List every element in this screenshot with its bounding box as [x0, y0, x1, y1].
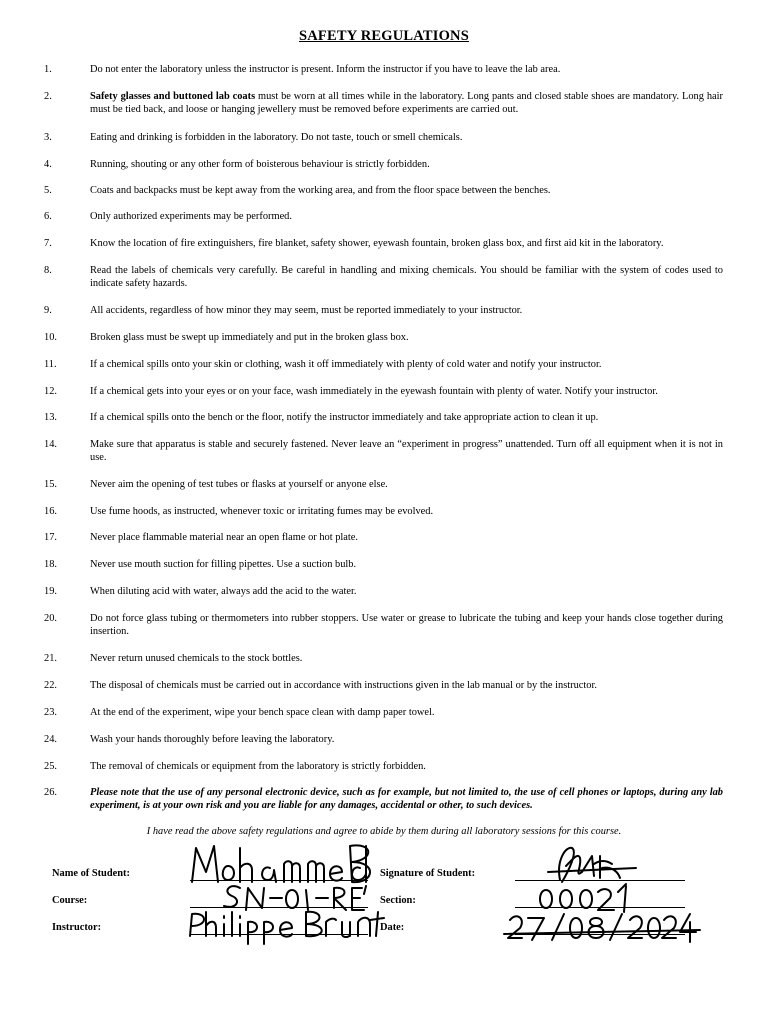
rule-text: If a chemical spills onto the bench or the floor, notify the instructor immediately and take appropriate action to clean it up.	[90, 412, 599, 423]
rule-text: If a chemical spills onto your skin or clothing, wash it off immediately with plenty of cold water and notify your instructor.	[90, 359, 602, 370]
handwritten-course	[224, 886, 366, 910]
rule-bold-text: Safety glasses and buttoned lab coats	[90, 91, 256, 102]
rule-text: Never use mouth suction for filling pipettes. Use a suction bulb.	[90, 559, 357, 570]
rule-text: Running, shouting or any other form of boisterous behaviour is strictly forbidden.	[90, 159, 430, 170]
rule-number: 23.	[44, 707, 57, 718]
rule-number: 19.	[44, 586, 57, 597]
rule-number: 9.	[44, 305, 52, 316]
rule-number: 10.	[44, 332, 57, 343]
rule-number: 15.	[44, 479, 57, 490]
rule-number: 4.	[44, 159, 52, 170]
handwritten-student-name	[192, 845, 370, 882]
rule-text: The removal of chemicals or equipment from the laboratory is strictly forbidden.	[90, 761, 426, 772]
handwritten-section	[540, 884, 626, 912]
rule-number: 26.	[44, 787, 57, 798]
instructor-label: Instructor:	[52, 922, 102, 933]
rule-text: When diluting acid with water, always add the acid to the water.	[90, 586, 357, 597]
rule-text: Do not force glass tubing or thermometers into rubber stoppers. Use water or grease to lubricate the tubing and keep your hands close together during insertion.	[90, 613, 723, 637]
rule-number: 1.	[44, 64, 52, 75]
rule-text: Never aim the opening of test tubes or flasks at yourself or anyone else.	[90, 479, 388, 490]
rule-number: 7.	[44, 238, 52, 249]
rule-number: 5.	[44, 185, 52, 196]
rule-text: Use fume hoods, as instructed, whenever toxic or irritating fumes may be evolved.	[90, 506, 434, 517]
rule-text: The disposal of chemicals must be carried out in accordance with instructions given in the lab manual or by the instructor.	[90, 680, 597, 691]
rule-text: Please note that the use of any personal electronic device, such as for example, but not limited to, the use of cell phones or laptops, during any lab experiment, is at your own risk and you are liable for any damages, accidental or other, to such devices.	[90, 787, 723, 811]
rule-text: Only authorized experiments may be performed.	[90, 211, 292, 222]
rule-number: 25.	[44, 761, 57, 772]
rule-number: 13.	[44, 412, 57, 423]
student-signature	[548, 848, 636, 882]
rule-number: 20.	[44, 613, 57, 624]
rule-text: If a chemical gets into your eyes or on your face, wash immediately in the eyewash fountain with plenty of water. Notify your instructor.	[90, 386, 658, 397]
section-label: Section:	[380, 895, 416, 906]
rule-text: Eating and drinking is forbidden in the laboratory. Do not taste, touch or smell chemicals.	[90, 132, 463, 143]
rule-number: 22.	[44, 680, 57, 691]
rule-text: Never return unused chemicals to the stock bottles.	[90, 653, 303, 664]
rule-text: Never place flammable material near an open flame or hot plate.	[90, 532, 359, 543]
rule-number: 12.	[44, 386, 57, 397]
page-title: SAFETY REGULATIONS	[299, 28, 469, 44]
rule-number: 17.	[44, 532, 57, 543]
rule-text: Make sure that apparatus is stable and securely fastened. Never leave an “experiment in progress” unattended. Turn off all equipment when it is not in use.	[90, 439, 723, 463]
rule-text: All accidents, regardless of how minor they may seem, must be reported immediately to your instructor.	[90, 305, 523, 316]
name-label: Name of Student:	[52, 868, 130, 879]
handwritten-instructor	[190, 912, 384, 944]
rule-number: 2.	[44, 91, 52, 102]
rule-number: 11.	[44, 359, 57, 370]
course-label: Course:	[52, 895, 88, 906]
rule-text: Wash your hands thoroughly before leaving the laboratory.	[90, 734, 335, 745]
rule-text: Coats and backpacks must be kept away from the working area, and from the floor space between the benches.	[90, 185, 551, 196]
rule-number: 21.	[44, 653, 57, 664]
rule-number: 14.	[44, 439, 57, 450]
rule-text: Do not enter the laboratory unless the instructor is present. Inform the instructor if you have to leave the lab area.	[90, 64, 561, 75]
rule-number: 6.	[44, 211, 52, 222]
rule-number: 16.	[44, 506, 57, 517]
rule-rest-text: must be worn at all times while in the laboratory. Long pants and closed stable shoes are mandatory. Long hair must be tied back, and loose or hanging jewellery must be removed before experiments are carried out.	[90, 91, 723, 115]
rule-number: 8.	[44, 265, 52, 276]
rule-number: 3.	[44, 132, 52, 143]
rule-number: 24.	[44, 734, 57, 745]
rule-text: At the end of the experiment, wipe your bench space clean with damp paper towel.	[90, 707, 435, 718]
rule-text: Broken glass must be swept up immediately and put in the broken glass box.	[90, 332, 409, 343]
acknowledgement-statement: I have read the above safety regulations and agree to abide by them during all laboratory sessions for this course.	[146, 826, 622, 837]
date-label: Date:	[380, 922, 405, 933]
rule-text: Read the labels of chemicals very carefully. Be careful in handling and mixing chemicals. You should be familiar with the system of codes used to indicate safety hazards.	[90, 265, 723, 289]
signature-label: Signature of Student:	[380, 868, 476, 879]
rule-text: Know the location of fire extinguishers, fire blanket, safety shower, eyewash fountain, broken glass box, and first aid kit in the laboratory.	[90, 238, 664, 249]
rule-number: 18.	[44, 559, 57, 570]
handwritten-date	[504, 914, 700, 942]
